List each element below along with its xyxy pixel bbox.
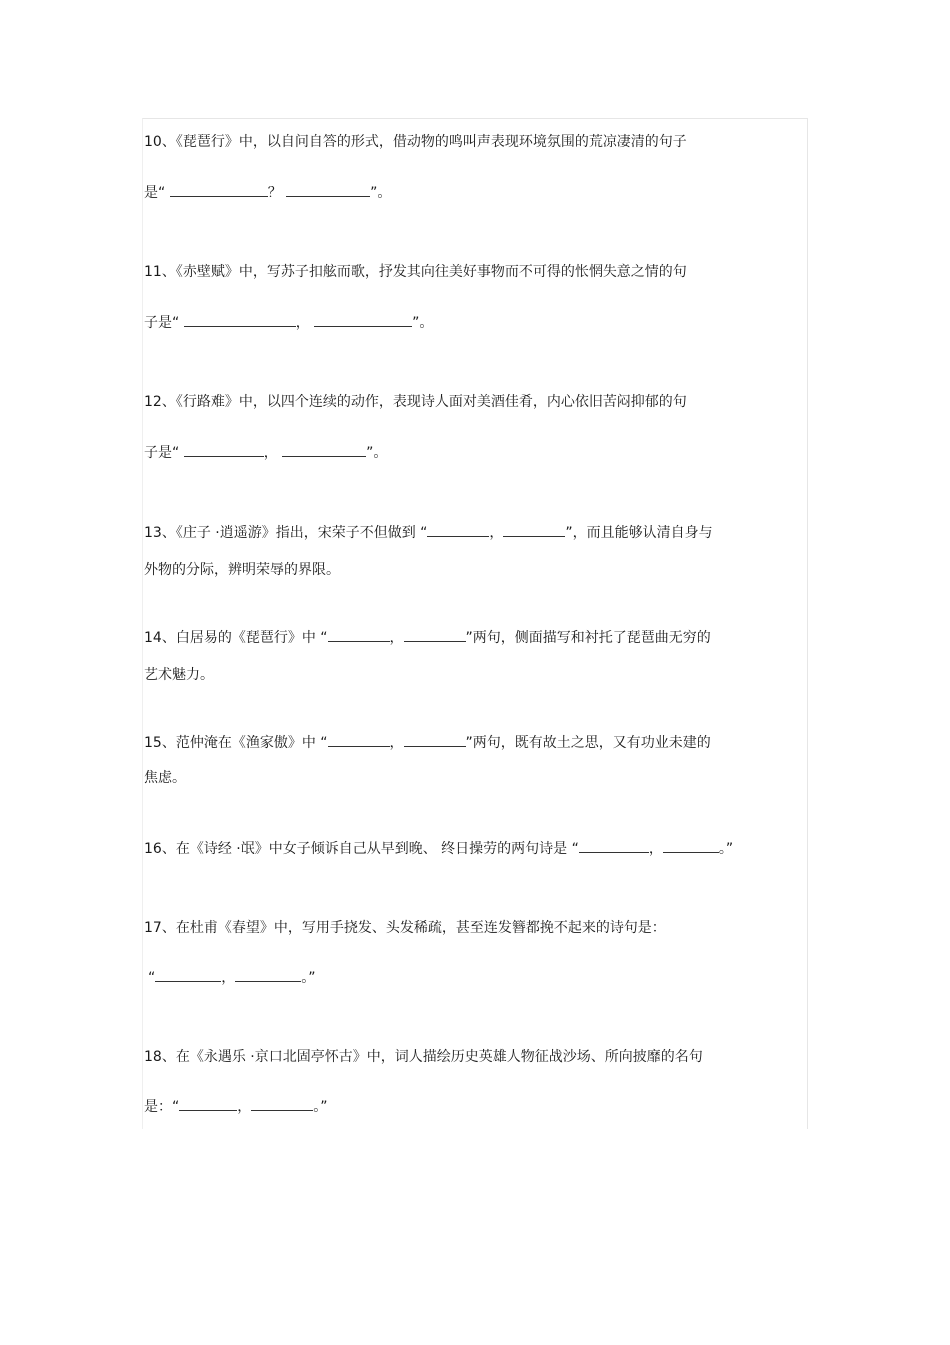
answer-blank[interactable] (314, 312, 412, 327)
question-10-line1: 10、《琵琶行》中，以自问自答的形式，借动物的鸣叫声表现环境氛围的荒凉凄清的句子 (144, 134, 687, 150)
question-12-line1: 12、《行路难》中，以四个连续的动作，表现诗人面对美酒佳肴，内心依旧苦闷抑郁的句 (144, 394, 687, 410)
question-15-line1: 15、范仲淹在《渔家傲》中 “ ， ”两句，既有故土之思，又有功业未建的 (144, 732, 711, 753)
answer-blank[interactable] (404, 627, 466, 642)
answer-blank[interactable] (427, 522, 489, 537)
question-11-line2: 子是“ ， ”。 (144, 312, 433, 333)
answer-blank[interactable] (235, 967, 301, 982)
answer-blank[interactable] (170, 182, 268, 197)
question-15-line2: 焦虑。 (144, 770, 186, 786)
answer-blank[interactable] (503, 522, 565, 537)
answer-blank[interactable] (184, 442, 264, 457)
question-12-line2: 子是“ ， ”。 (144, 442, 387, 463)
question-13-line1: 13、《庄子 ·逍遥游》指出，宋荣子不但做到 “ ， ”，而且能够认清自身与 (144, 522, 713, 543)
question-11-line1: 11、《赤壁赋》中，写苏子扣舷而歌，抒发其向往美好事物而不可得的怅惘失意之情的句 (144, 264, 687, 280)
answer-blank[interactable] (404, 732, 466, 747)
question-16-line1: 16、在《诗经 ·氓》中女子倾诉自己从早到晚、 终日操劳的两句诗是 “ ， 。” (144, 838, 733, 859)
answer-blank[interactable] (286, 182, 370, 197)
question-17-line2: “ ， 。” (148, 967, 316, 988)
question-18-line1: 18、在《永遇乐 ·京口北固亭怀古》中，词人描绘历史英雄人物征战沙场、所向披靡的名句 (144, 1049, 703, 1065)
question-14-line1: 14、白居易的《琵琶行》中 “ ， ”两句，侧面描写和衬托了琵琶曲无穷的 (144, 627, 711, 648)
answer-blank[interactable] (328, 732, 390, 747)
answer-blank[interactable] (328, 627, 390, 642)
answer-blank[interactable] (663, 838, 719, 853)
answer-blank[interactable] (251, 1096, 313, 1111)
question-14-line2: 艺术魅力。 (144, 667, 214, 683)
question-17-line1: 17、在杜甫《春望》中，写用手挠发、头发稀疏，甚至连发簪都挽不起来的诗句是： (144, 920, 666, 936)
question-13-line2: 外物的分际，辨明荣辱的界限。 (144, 562, 340, 578)
answer-blank[interactable] (579, 838, 649, 853)
question-10-line2: 是“ ？ ”。 (144, 182, 391, 203)
answer-blank[interactable] (282, 442, 366, 457)
answer-blank[interactable] (184, 312, 296, 327)
answer-blank[interactable] (179, 1096, 237, 1111)
question-18-line2: 是：“ ， 。” (144, 1096, 328, 1117)
answer-blank[interactable] (155, 967, 221, 982)
